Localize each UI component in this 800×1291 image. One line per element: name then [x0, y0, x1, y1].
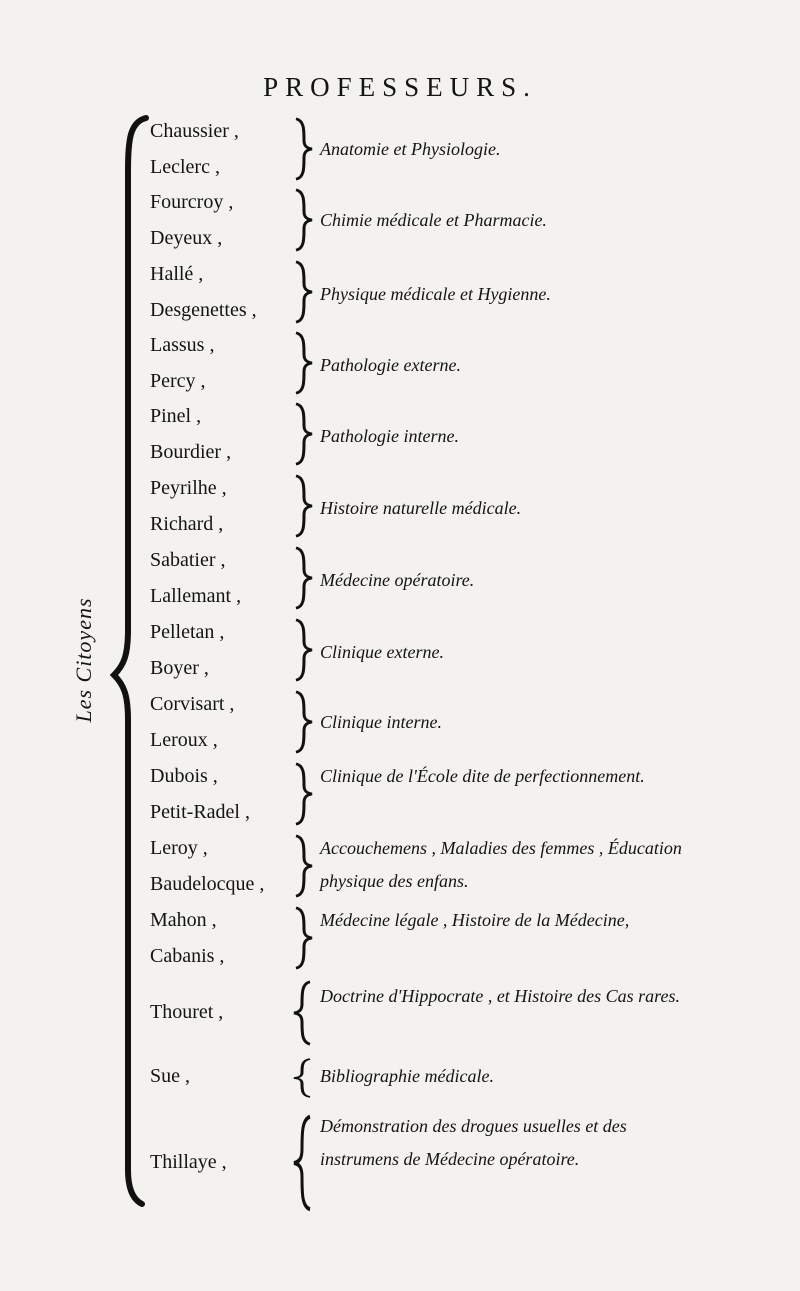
professor-name: Leroy ,	[150, 837, 208, 859]
subject-text: Médecine opératoire.	[320, 570, 475, 590]
names-group	[150, 256, 257, 328]
professor-name: Sabatier ,	[150, 549, 226, 571]
professor-name: Mahon ,	[150, 909, 217, 931]
professor-name: Thouret ,	[150, 1001, 224, 1023]
professor-name: Thillaye ,	[150, 1151, 227, 1173]
subject-text: Physique médicale et Hygienne.	[320, 284, 551, 304]
professor-name: Dubois ,	[150, 765, 218, 787]
subject-text: Chimie médicale et Pharmacie.	[320, 210, 547, 230]
subject-text: Histoire naturelle médicale.	[320, 498, 522, 518]
professor-name: Pelletan ,	[150, 621, 225, 643]
subject-text: Médecine légale , Histoire de la Médecine,	[320, 910, 630, 930]
subject-text: Doctrine d'Hippocrate , et Histoire des Cas rares.	[320, 986, 680, 1006]
brace	[290, 618, 316, 682]
professor-name: Fourcroy ,	[150, 191, 234, 213]
professor-name: Lallemant ,	[150, 585, 242, 607]
brace	[290, 690, 316, 754]
subject-text: Bibliographie médicale.	[320, 1066, 494, 1086]
subject-text: Démonstration des drogues usuelles et des instrumens de Médecine opératoire.	[320, 1116, 627, 1169]
subject-text: Clinique externe.	[320, 642, 444, 662]
side-label: Les Citoyens	[71, 597, 96, 723]
names-group	[150, 758, 250, 830]
professor-name: Hallé ,	[150, 263, 204, 285]
names-group	[150, 1144, 227, 1180]
brace	[290, 402, 316, 466]
professor-name: Cabanis ,	[150, 945, 225, 967]
brace	[290, 546, 316, 610]
names-group	[150, 113, 239, 185]
names-group	[150, 398, 231, 470]
names-group	[150, 686, 234, 758]
brace	[290, 762, 316, 826]
large-brace	[100, 110, 150, 1210]
brace	[290, 331, 316, 395]
subject-text: Accouchemens , Maladies des femmes , Éducation physique des enfans.	[320, 838, 682, 891]
subject-text: Pathologie interne.	[320, 426, 459, 446]
brace	[290, 260, 316, 324]
professor-name: Bourdier ,	[150, 441, 232, 463]
professor-name: Lassus ,	[150, 334, 215, 356]
brace	[290, 980, 316, 1046]
professor-name: Leclerc ,	[150, 156, 220, 178]
subject-text: Clinique interne.	[320, 712, 442, 732]
professor-name: Pinel ,	[150, 405, 202, 427]
page-title: PROFESSEURS.	[263, 72, 537, 102]
brace	[290, 906, 316, 970]
names-group	[150, 184, 233, 256]
professor-name: Peyrilhe ,	[150, 477, 227, 499]
professor-name: Leroux ,	[150, 729, 218, 751]
professor-name: Petit-Radel ,	[150, 801, 250, 823]
names-group	[150, 830, 264, 902]
professor-name: Richard ,	[150, 513, 224, 535]
brace	[290, 474, 316, 538]
subject-text: Anatomie et Physiologie.	[320, 139, 501, 159]
names-group	[150, 542, 241, 614]
names-group	[150, 614, 224, 686]
professor-name: Sue ,	[150, 1065, 190, 1087]
subject-text: Clinique de l'École dite de perfectionnement.	[320, 766, 645, 786]
names-group	[150, 470, 227, 542]
professor-name: Chaussier ,	[150, 120, 239, 142]
brace	[290, 117, 316, 181]
names-group	[150, 994, 223, 1030]
professor-name: Percy ,	[150, 370, 206, 392]
names-group	[150, 1058, 190, 1094]
professor-name: Deyeux ,	[150, 227, 223, 249]
professor-name: Boyer ,	[150, 657, 209, 679]
names-group	[150, 327, 214, 399]
professor-name: Corvisart ,	[150, 693, 235, 715]
brace	[290, 1058, 316, 1098]
brace	[290, 834, 316, 898]
brace	[290, 188, 316, 252]
brace	[290, 1114, 316, 1212]
names-group	[150, 902, 224, 974]
subject-text: Pathologie externe.	[320, 355, 461, 375]
professor-name: Desgenettes ,	[150, 299, 257, 321]
professor-name: Baudelocque ,	[150, 873, 265, 895]
